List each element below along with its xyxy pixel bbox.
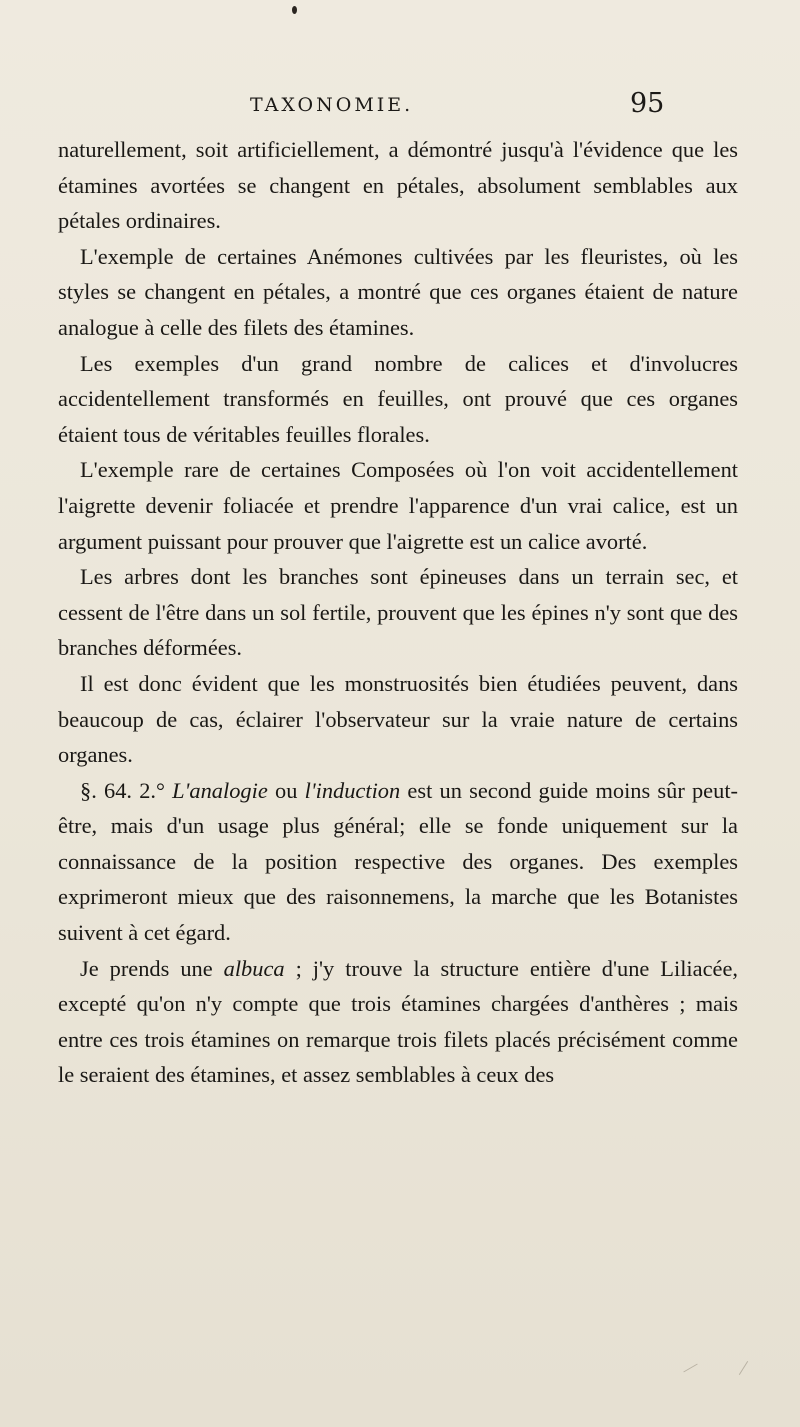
paragraph-8-lead: Je prends une bbox=[80, 955, 224, 981]
paragraph-7-text: est un second guide moins sûr peut-être, mais d'un usage plus général; elle se fonde uniquement sur la connaissance de la position respective des organes. Des exemples exprimeront mieux que des raisonnemens, la marche que les Botanistes suivent à cet égard. bbox=[58, 777, 738, 946]
paragraph-7 bbox=[58, 773, 738, 951]
connector-text: ou bbox=[267, 777, 305, 803]
paragraph-3: Les exemples d'un grand nombre de calices et d'involucres accidentellement transformés en feuilles, ont prouvé que ces organes étaient tous de véritables feuilles florales. bbox=[58, 350, 738, 447]
paragraph-8-text: ; j'y trouve la structure entière d'une Liliacée, excepté qu'on n'y compte que trois étamines chargées d'anthères ; mais entre ces trois étamines on remarque trois filets placés précisément comme le seraient des étamines, et assez semblables à ceux des bbox=[58, 955, 738, 1088]
term-induction: l'induction bbox=[304, 777, 401, 803]
page-header bbox=[0, 88, 800, 124]
paragraph-1: naturellement, soit artificiellement, a démontré jusqu'à l'évidence que les étamines avortées se changent en pétales, absolument semblables aux pétales ordinaires. bbox=[58, 137, 738, 234]
body-text bbox=[58, 132, 738, 1093]
paragraph-2: L'exemple de certaines Anémones cultivées par les fleuristes, où les styles se changent en pétales, a montré que ces organes étaient de nature analogue à celle des filets des étamines. bbox=[58, 243, 738, 340]
ink-speck bbox=[292, 6, 297, 14]
paragraph-8 bbox=[58, 951, 738, 1093]
section-number: §. 64. 2.° bbox=[80, 777, 173, 803]
pencil-mark bbox=[739, 1361, 748, 1375]
running-head: TAXONOMIE. bbox=[250, 94, 414, 116]
term-albuca: albuca bbox=[223, 955, 285, 981]
paragraph-5: Les arbres dont les branches sont épineuses dans un terrain sec, et cessent de l'être dans un sol fertile, prouvent que les épines n'y sont que des branches déformées. bbox=[58, 564, 738, 661]
paragraph-4: L'exemple rare de certaines Composées où l'on voit accidentellement l'aigrette devenir foliacée et prendre l'apparence d'un vrai calice, est un argument puissant pour prouver que l'aigrette est un calice avorté. bbox=[58, 457, 738, 554]
pencil-mark bbox=[683, 1364, 697, 1373]
term-analogie: L'analogie bbox=[172, 777, 268, 803]
paragraph-6: Il est donc évident que les monstruosités bien étudiées peuvent, dans beaucoup de cas, éclairer l'observateur sur la vraie nature de certains organes. bbox=[58, 670, 738, 768]
page-number: 95 bbox=[630, 88, 665, 119]
